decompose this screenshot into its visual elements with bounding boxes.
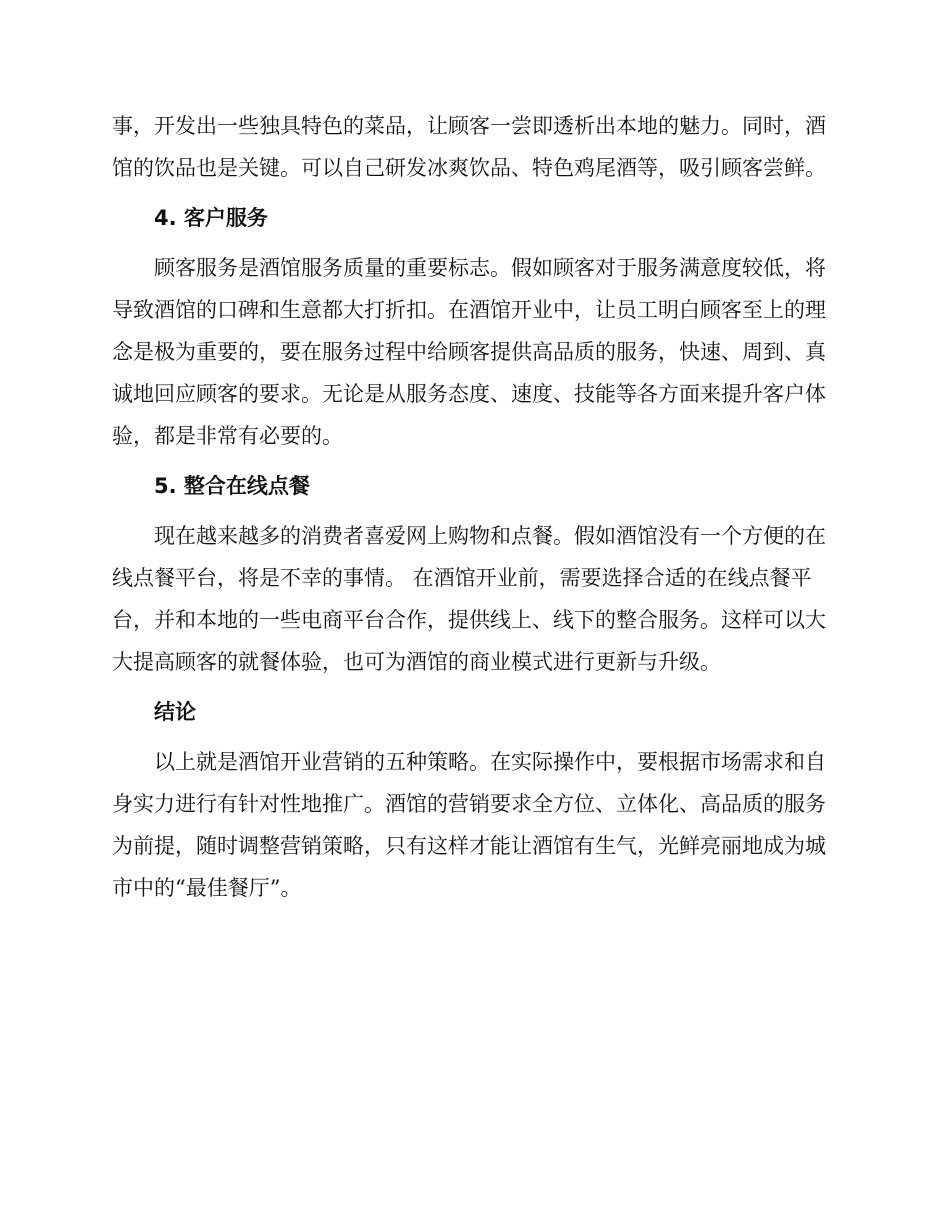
paragraph-dishes-drinks: 事，开发出一些独具特色的菜品，让顾客一尝即透析出本地的魅力。同时，酒馆的饮品也是关键。可以自己研发冰爽饮品、特色鸡尾酒等，吸引顾客尝鲜。 bbox=[112, 114, 826, 180]
paragraph-online-ordering: 现在越来越多的消费者喜爱网上购物和点餐。假如酒馆没有一个方便的在线点餐平台，将是不幸的事情。 在酒馆开业前，需要选择合适的在线点餐平台，并和本地的一些电商平台合作，提供线上、线下的整合服务。这样可以大大提高顾客的就餐体验，也可为酒馆的商业模式进行更新与升级。 bbox=[112, 524, 826, 674]
section-heading-online-ordering: 5. 整合在线点餐 bbox=[154, 474, 310, 498]
section-heading-conclusion: 结论 bbox=[154, 700, 196, 724]
paragraph-customer-service: 顾客服务是酒馆服务质量的重要标志。假如顾客对于服务满意度较低，将导致酒馆的口碑和生意都大打折扣。在酒馆开业中，让员工明白顾客至上的理念是极为重要的，要在服务过程中给顾客提供高品质的服务，快速、周到、真诚地回应顾客的要求。无论是从服务态度、速度、技能等各方面来提升客户体验，都是非常有必要的。 bbox=[112, 256, 826, 448]
section-heading-customer-service: 4. 客户服务 bbox=[154, 206, 268, 230]
paragraph-conclusion: 以上就是酒馆开业营销的五种策略。在实际操作中，要根据市场需求和自身实力进行有针对性地推广。酒馆的营销要求全方位、立体化、高品质的服务为前提，随时调整营销策略，只有这样才能让酒馆有生气，光鲜亮丽地成为城市中的“最佳餐厅”。 bbox=[112, 750, 826, 900]
